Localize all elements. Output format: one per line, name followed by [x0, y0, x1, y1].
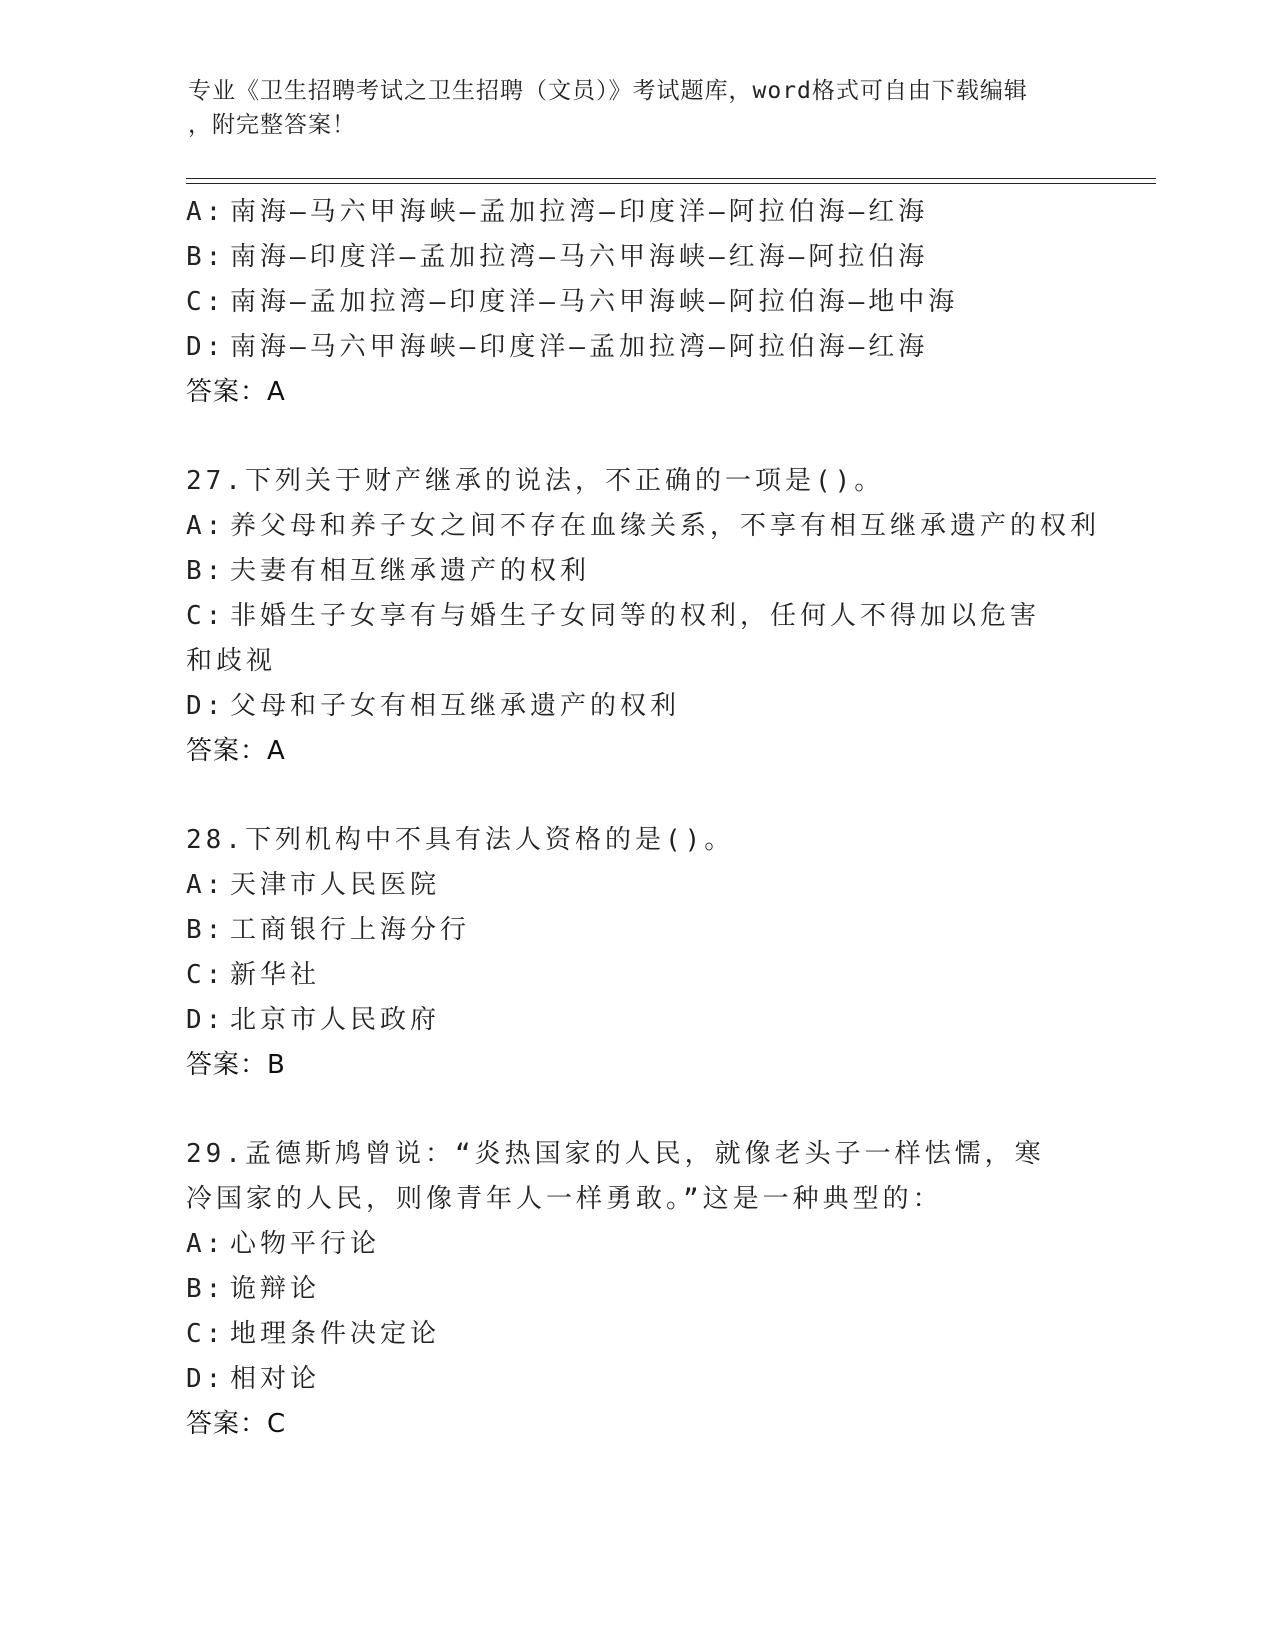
option-text: 诡辩论 — [230, 1274, 321, 1304]
option-label: D: — [186, 332, 226, 362]
option-label: C: — [186, 601, 226, 631]
option-d — [186, 998, 1086, 1043]
option-text: 南海—印度洋—孟加拉湾—马六甲海峡—红海—阿拉伯海 — [230, 242, 929, 272]
option-a — [186, 863, 1086, 908]
option-text: 心物平行论 — [230, 1229, 381, 1259]
option-text: 南海—马六甲海峡—孟加拉湾—印度洋—阿拉伯海—红海 — [230, 197, 929, 227]
option-text: 天津市人民医院 — [230, 870, 441, 900]
answer: 答案：B — [186, 1050, 286, 1080]
option-label: B: — [186, 1274, 226, 1304]
option-text: 地理条件决定论 — [230, 1319, 441, 1349]
option-d — [186, 684, 1086, 729]
option-label: B: — [186, 915, 226, 945]
question-26-block — [186, 190, 1086, 415]
option-label: B: — [186, 242, 226, 272]
header-line-2: ，附完整答案！ — [188, 112, 356, 138]
option-label: D: — [186, 1005, 226, 1035]
option-label: A: — [186, 511, 226, 541]
question-28-block — [186, 818, 1086, 1088]
answer: 答案：C — [186, 1409, 287, 1439]
question-text: 27.下列关于财产继承的说法，不正确的一项是()。 — [186, 466, 885, 496]
option-b — [186, 908, 1086, 953]
option-c — [186, 280, 1086, 325]
option-text: 养父母和养子女之间不存在血缘关系，不享有相互继承遗产的权利 — [230, 511, 1101, 541]
option-text: 南海—马六甲海峡—印度洋—孟加拉湾—阿拉伯海—红海 — [230, 332, 929, 362]
header-rule-top — [186, 178, 1156, 179]
option-a — [186, 1222, 1086, 1267]
option-d — [186, 1357, 1086, 1402]
option-label: C: — [186, 287, 226, 317]
option-c — [186, 1312, 1086, 1357]
option-b — [186, 549, 1086, 594]
option-text: 相对论 — [230, 1364, 321, 1394]
option-text: 南海—孟加拉湾—印度洋—马六甲海峡—阿拉伯海—地中海 — [230, 287, 959, 317]
option-c — [186, 953, 1086, 998]
option-label: A: — [186, 1229, 226, 1259]
option-label: C: — [186, 960, 226, 990]
option-text: 非婚生子女享有与婚生子女同等的权利，任何人不得加以危害和歧视 — [186, 601, 1041, 676]
option-a — [186, 190, 1086, 235]
option-text: 夫妻有相互继承遗产的权利 — [230, 556, 591, 586]
option-a — [186, 504, 1101, 549]
question-27-block — [186, 459, 1101, 774]
option-c — [186, 594, 1066, 684]
option-label: D: — [186, 1364, 226, 1394]
option-label: B: — [186, 556, 226, 586]
question-29-block — [186, 1132, 1086, 1447]
option-label: C: — [186, 1319, 226, 1349]
option-text: 北京市人民政府 — [230, 1005, 441, 1035]
option-b — [186, 235, 1086, 280]
answer: 答案：A — [186, 377, 286, 407]
option-text: 新华社 — [230, 960, 321, 990]
option-text: 工商银行上海分行 — [230, 915, 471, 945]
option-text: 父母和子女有相互继承遗产的权利 — [230, 691, 681, 721]
option-d — [186, 325, 1086, 370]
option-label: A: — [186, 197, 226, 227]
option-label: A: — [186, 870, 226, 900]
option-label: D: — [186, 691, 226, 721]
option-b — [186, 1267, 1086, 1312]
question-text: 29.孟德斯鸠曾说：“炎热国家的人民，就像老头子一样怯懦，寒冷国家的人民，则像青年人一样勇敢。”这是一种典型的： — [186, 1139, 1045, 1214]
header-line-1: 专业《卫生招聘考试之卫生招聘（文员）》考试题库，word格式可自由下载编辑 — [188, 78, 1028, 104]
answer: 答案：A — [186, 736, 286, 766]
document-content — [186, 190, 1101, 1491]
document-header — [188, 74, 1088, 142]
header-rule-bottom — [186, 183, 1156, 184]
question-text: 28.下列机构中不具有法人资格的是()。 — [186, 825, 735, 855]
